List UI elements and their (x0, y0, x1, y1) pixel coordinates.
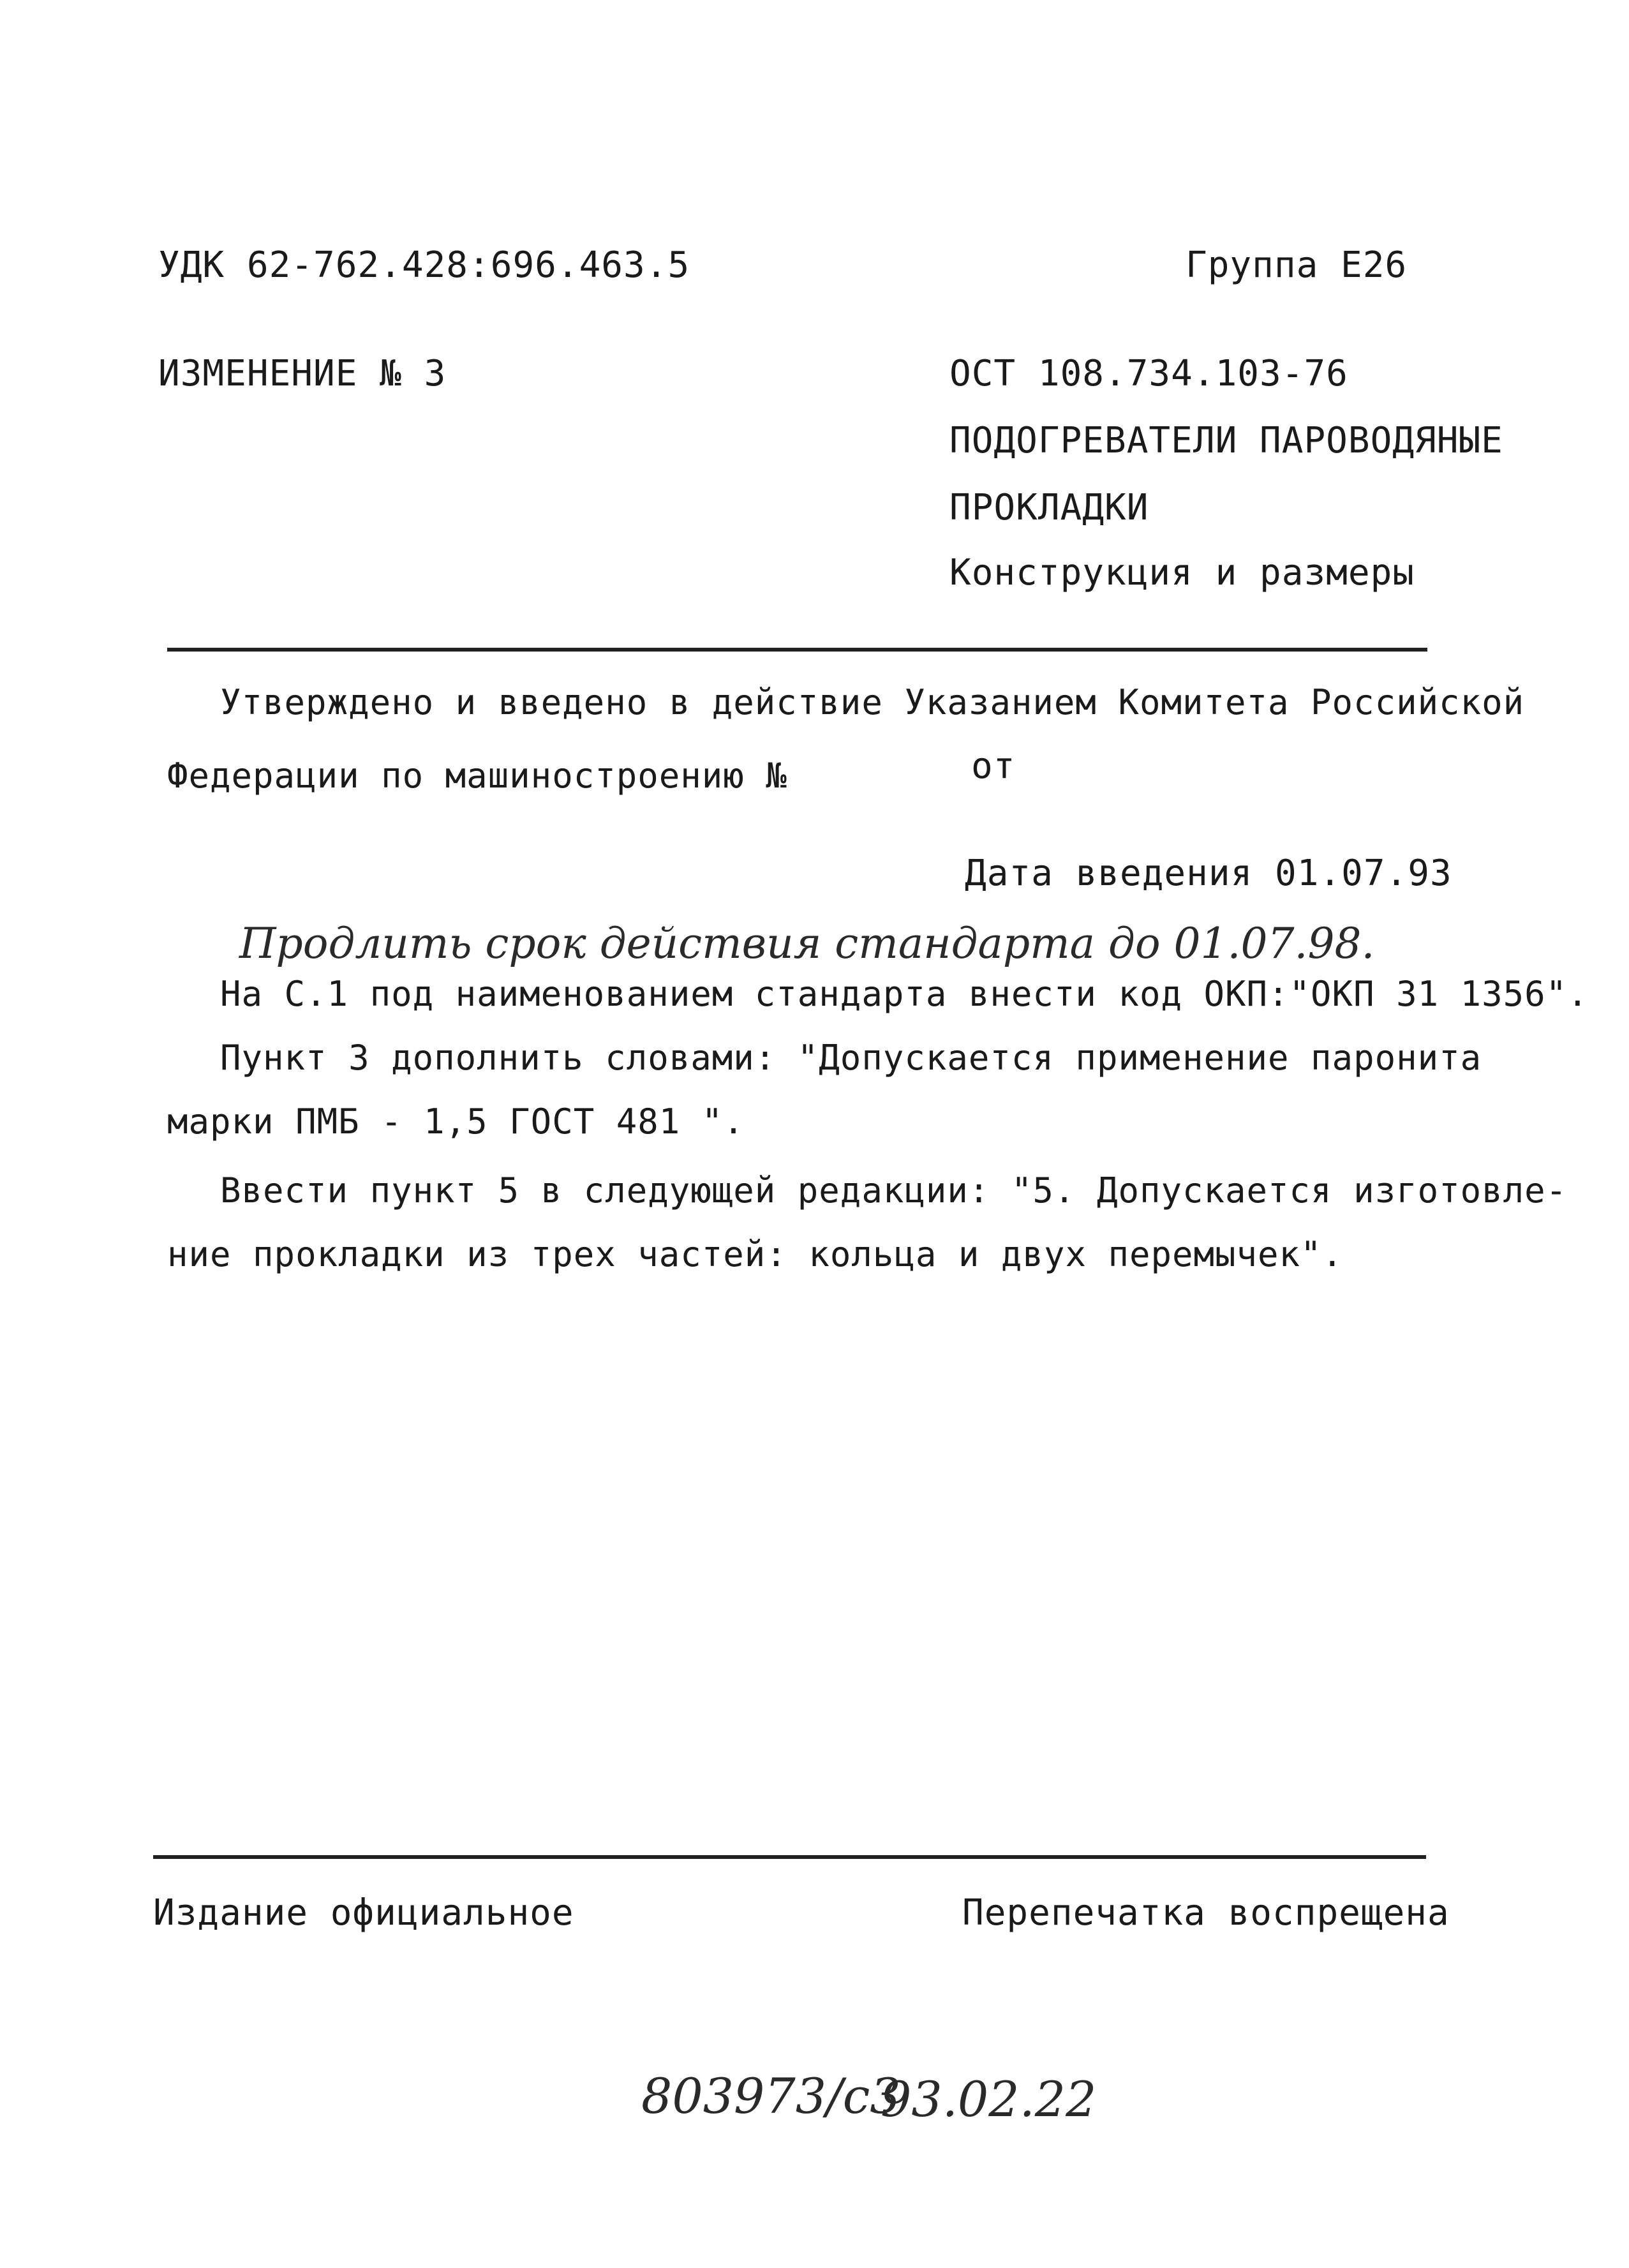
paragraph-item5-line1: Ввести пункт 5 в следующей редакции: "5. Допускается изготовле- (220, 1170, 1568, 1211)
approval-from: от (971, 745, 1016, 787)
standard-title-line3: Конструкция и размеры (949, 552, 1415, 593)
approval-line2: Федерации по машиностроению № (167, 756, 787, 796)
udk-code: УДК 62-762.428:696.463.5 (158, 244, 690, 286)
paragraph-item3-line1: Пункт 3 дополнить словами: "Допускается применение паронита (220, 1038, 1482, 1078)
standard-title-line1: ПОДОГРЕВАТЕЛИ ПАРОВОДЯНЫЕ (949, 420, 1503, 461)
paragraph-okp-code: На С.1 под наименованием стандарта внести код ОКП:"ОКП 31 1356". (220, 974, 1589, 1014)
bottom-divider (153, 1855, 1426, 1859)
official-edition-label: Издание официальное (153, 1892, 574, 1934)
ost-number: ОСТ 108.734.103-76 (949, 353, 1348, 394)
registration-date: 93.02.22 (881, 2071, 1097, 2128)
reprint-prohibited-label: Перепечатка воспрещена (962, 1892, 1450, 1934)
handwritten-extension-note: Продлить срок действия стандарта до 01.07.98. (239, 919, 1375, 968)
standard-title-line2: ПРОКЛАДКИ (949, 487, 1149, 528)
registration-number: 803973/с3 (641, 2068, 901, 2124)
approval-line1: Утверждено и введено в действие Указанием Комитета Российской (220, 682, 1525, 722)
paragraph-item3-line2: марки ПМБ - 1,5 ГОСТ 481 ". (167, 1101, 745, 1142)
introduction-date: Дата введения 01.07.93 (965, 853, 1452, 894)
change-number: ИЗМЕНЕНИЕ № 3 (158, 353, 447, 394)
paragraph-item5-line2: ние прокладки из трех частей: кольца и двух перемычек". (167, 1234, 1344, 1274)
group-code: Группа Е26 (1186, 244, 1408, 286)
top-divider (167, 648, 1427, 652)
